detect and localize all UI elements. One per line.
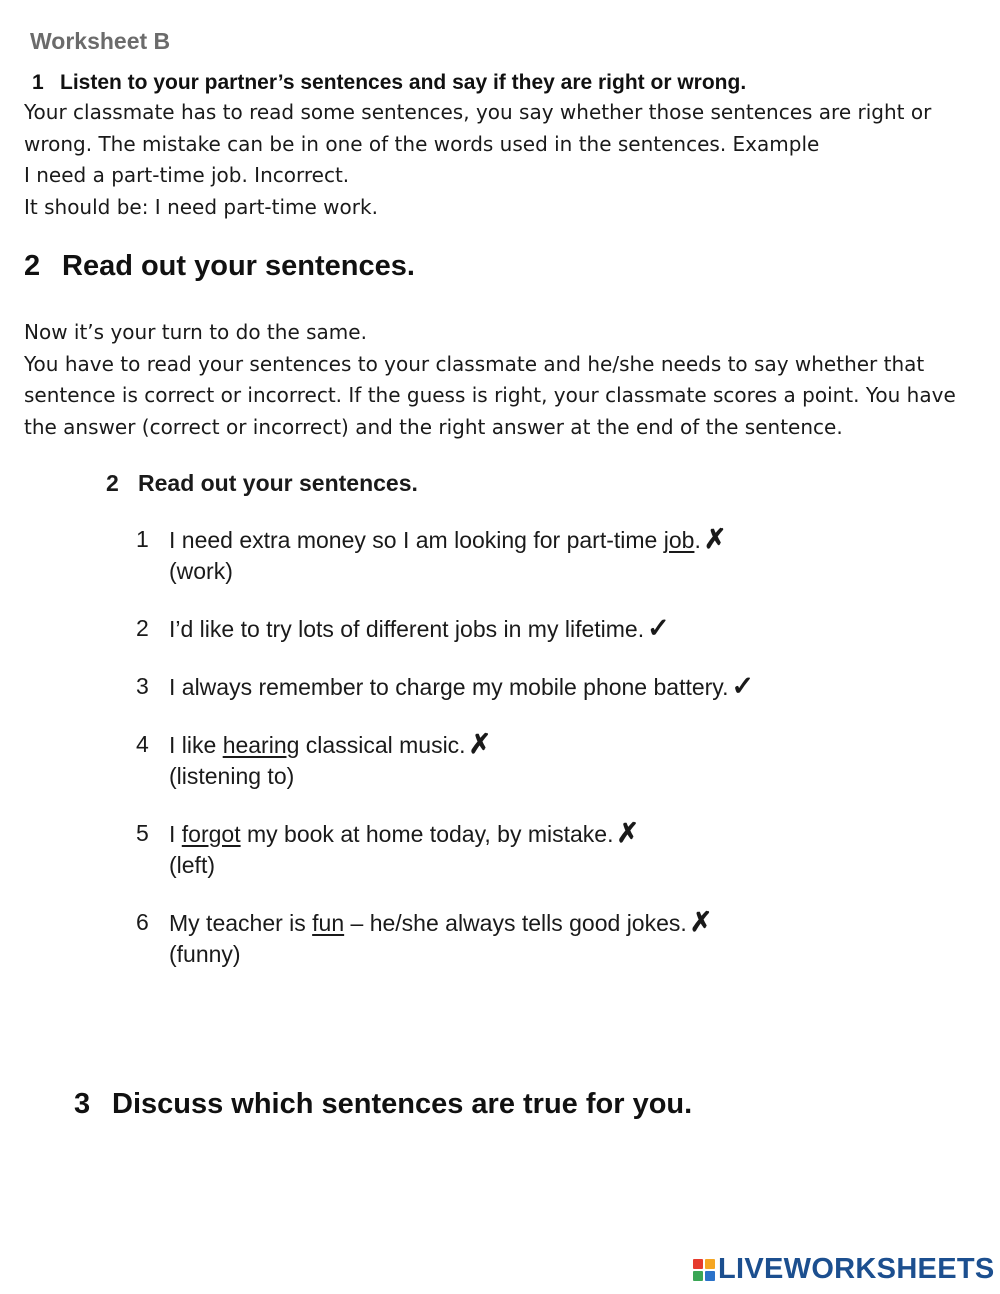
cross-mark-icon: ✗: [468, 729, 492, 759]
section2-heading: [24, 250, 415, 283]
sentence-number: 4: [136, 731, 149, 757]
sentence-correction: (funny): [169, 941, 241, 967]
section3-heading: [74, 1088, 692, 1121]
underlined-word: hearing: [222, 732, 300, 758]
section1-line: Your classmate has to read some sentences, you say whether those sentences are right or: [24, 100, 932, 124]
sentence-part: I’d like to try lots of different jobs in my lifetime.: [169, 616, 645, 642]
sentence-item: [136, 729, 936, 792]
section1-instructions: [24, 97, 994, 223]
liveworksheets-logo[interactable]: [693, 1253, 995, 1286]
underlined-word: forgot: [181, 821, 241, 847]
sentence-part: I need extra money so I am looking for part-time: [169, 527, 664, 553]
exercise-number: 2: [106, 470, 119, 496]
section2-heading-text: Read out your sentences.: [62, 250, 415, 282]
sentence-part: my book at home today, by mistake.: [240, 821, 614, 847]
section1-heading: [32, 71, 746, 95]
section3-number: 3: [74, 1088, 91, 1120]
sentence-item: [136, 613, 936, 645]
sentence-list: [136, 524, 936, 970]
sentence-text: [169, 818, 936, 850]
logo-square: [693, 1259, 703, 1269]
sentence-correction: (left): [169, 852, 215, 878]
sentence-part: My teacher is: [169, 910, 313, 936]
underlined-word: job: [663, 527, 695, 553]
sentence-number: 5: [136, 820, 149, 846]
sentence-text: [169, 671, 936, 703]
sentence-item: [136, 671, 936, 703]
sentence-part: classical music.: [299, 732, 466, 758]
check-mark-icon: ✓: [647, 613, 670, 643]
exercise-heading: [106, 470, 418, 497]
logo-square: [693, 1271, 703, 1281]
sentence-text: [169, 907, 936, 939]
cross-mark-icon: ✗: [703, 524, 727, 554]
sentence-part: I like: [169, 732, 223, 758]
sentence-item: [136, 907, 936, 970]
section1-line: I need a part-time job. Incorrect.: [24, 163, 350, 187]
section2-line: You have to read your sentences to your classmate and he/she needs to say whether that: [24, 351, 925, 376]
logo-square: [705, 1271, 715, 1281]
section2-line: sentence is correct or incorrect. If the guess is right, your classmate scores a point. You have: [24, 383, 956, 407]
worksheet-title: Worksheet B: [30, 28, 171, 54]
sentence-part: – he/she always tells good jokes.: [344, 910, 687, 936]
sentence-number: 6: [136, 909, 149, 935]
section2-line: Now it’s your turn to do the same.: [24, 320, 367, 344]
sentence-number: 3: [136, 673, 149, 699]
sentence-text: [169, 613, 936, 645]
sentence-item: [136, 818, 936, 881]
section2-line: the answer (correct or incorrect) and the right answer at the end of the sentence.: [24, 414, 843, 439]
underlined-word: fun: [312, 910, 345, 936]
section1-heading-text: Listen to your partner’s sentences and say if they are right or wrong.: [60, 71, 747, 94]
sentence-number: 2: [136, 615, 149, 641]
section3-heading-text: Discuss which sentences are true for you.: [112, 1088, 693, 1120]
cross-mark-icon: ✗: [689, 907, 713, 937]
sentence-number: 1: [136, 526, 149, 552]
section1-line: It should be: I need part-time work.: [24, 194, 378, 219]
sentence-correction: (listening to): [169, 763, 295, 789]
cross-mark-icon: ✗: [616, 818, 640, 848]
section2-number: 2: [24, 250, 41, 282]
check-mark-icon: ✓: [731, 671, 755, 701]
sentence-part: .: [694, 527, 701, 553]
section2-instructions: [24, 317, 994, 443]
sentence-text: [169, 524, 936, 556]
sentence-part: I: [169, 821, 182, 847]
sentence-correction: (work): [169, 558, 233, 584]
logo-text: LIVEWORKSHEETS: [718, 1253, 995, 1285]
section1-number: 1: [32, 71, 44, 94]
logo-square: [705, 1259, 715, 1269]
logo-grid-icon: [693, 1259, 715, 1281]
section1-line: wrong. The mistake can be in one of the words used in the sentences. Example: [24, 131, 820, 156]
exercise-heading-text: Read out your sentences.: [138, 470, 418, 496]
sentence-text: [169, 729, 936, 761]
sentence-item: [136, 524, 936, 587]
sentence-part: I always remember to charge my mobile phone battery.: [169, 674, 729, 700]
